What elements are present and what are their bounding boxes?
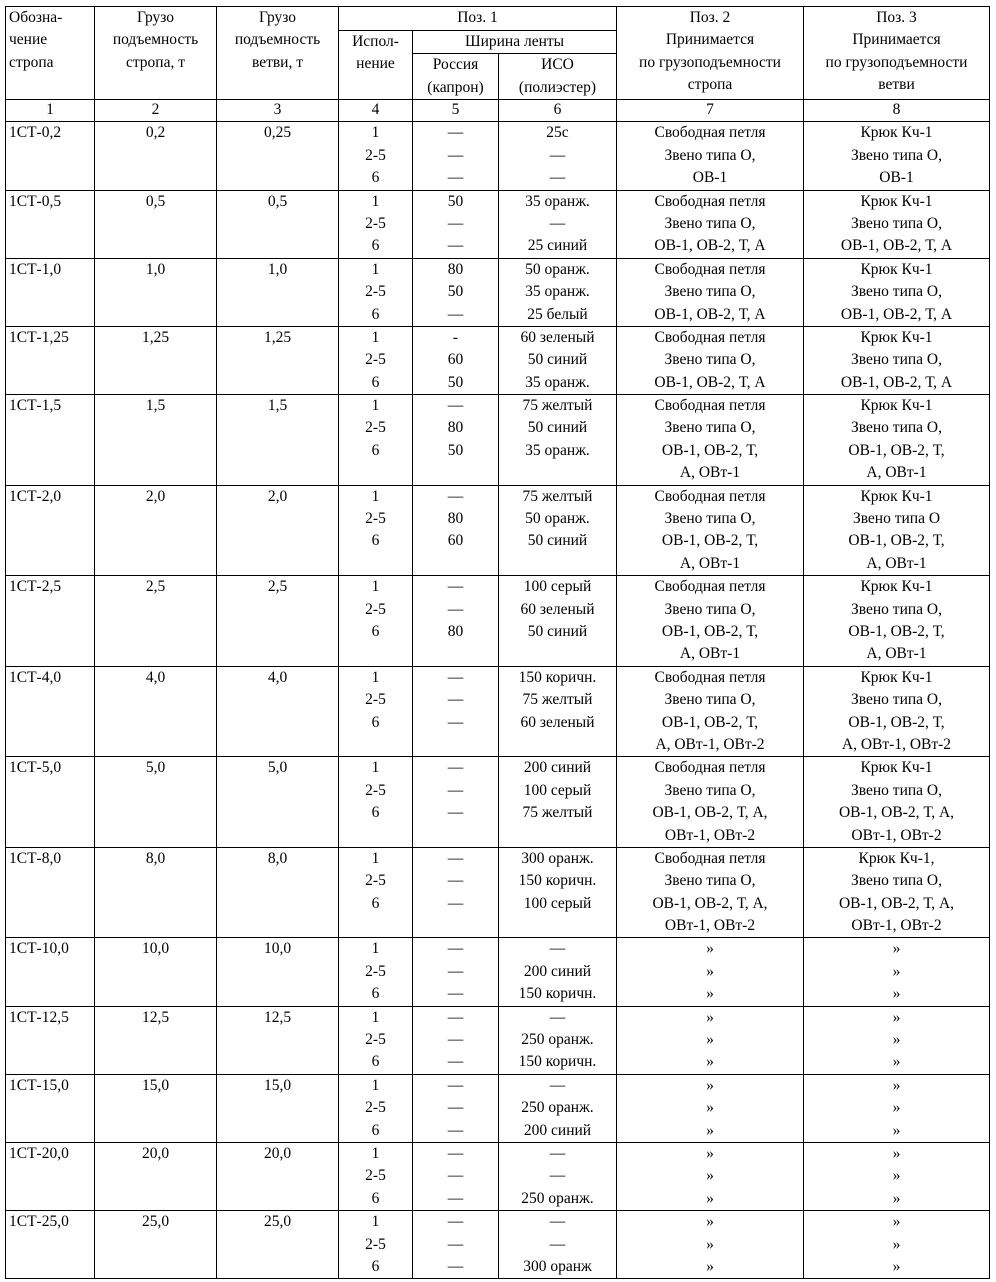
sling-capacity: 0,2 <box>95 122 217 190</box>
poz2-fitting: Свободная петля Звено типа О, ОВ-1, ОВ-2, Т, А, ОВт-1 <box>617 576 804 667</box>
poz3-fitting: Крюк Кч-1 Звено типа О, ОВ-1, ОВ-2, Т, А, ОВт-1, ОВт-2 <box>804 757 990 848</box>
col-number: 5 <box>413 100 499 122</box>
execution-variants: 1 2-5 6 <box>339 938 413 1006</box>
poz2-fitting: » » » <box>617 1074 804 1142</box>
header-tape-width: Ширина ленты <box>413 31 617 54</box>
sling-capacity: 1,0 <box>95 258 217 326</box>
table-row <box>6 1074 990 1142</box>
russia-width: — — 80 <box>413 576 499 667</box>
sling-spec-table <box>5 6 990 1279</box>
poz2-fitting: » » » <box>617 1142 804 1210</box>
poz3-fitting: Крюк Кч-1 Звено типа О, ОВ-1, ОВ-2, Т, А, ОВт-1, ОВт-2 <box>804 666 990 757</box>
sling-designation: 1СТ-25,0 <box>6 1211 95 1279</box>
sling-capacity: 4,0 <box>95 666 217 757</box>
branch-capacity: 10,0 <box>217 938 339 1006</box>
poz3-fitting: Крюк Кч-1 Звено типа О, ОВ-1, ОВ-2, Т, А <box>804 190 990 258</box>
iso-width: — 250 оранж. 150 коричн. <box>499 1006 617 1074</box>
col-number: 6 <box>499 100 617 122</box>
col-number: 7 <box>617 100 804 122</box>
execution-variants: 1 2-5 6 <box>339 122 413 190</box>
branch-capacity: 5,0 <box>217 757 339 848</box>
russia-width: — 80 50 <box>413 395 499 486</box>
execution-variants: 1 2-5 6 <box>339 1006 413 1074</box>
sling-designation: 1СТ-1,5 <box>6 395 95 486</box>
branch-capacity: 4,0 <box>217 666 339 757</box>
sling-designation: 1СТ-0,2 <box>6 122 95 190</box>
sling-capacity: 0,5 <box>95 190 217 258</box>
poz2-fitting: » » » <box>617 1006 804 1074</box>
execution-variants: 1 2-5 6 <box>339 666 413 757</box>
iso-width: 75 желтый 50 синий 35 оранж. <box>499 395 617 486</box>
col-number: 1 <box>6 100 95 122</box>
sling-capacity: 5,0 <box>95 757 217 848</box>
sling-designation: 1СТ-12,5 <box>6 1006 95 1074</box>
execution-variants: 1 2-5 6 <box>339 190 413 258</box>
branch-capacity: 0,25 <box>217 122 339 190</box>
table-row <box>6 190 990 258</box>
branch-capacity: 2,5 <box>217 576 339 667</box>
sling-designation: 1СТ-2,5 <box>6 576 95 667</box>
branch-capacity: 1,5 <box>217 395 339 486</box>
poz2-fitting: Свободная петля Звено типа О, ОВ-1, ОВ-2, Т, А, ОВт-1, ОВт-2 <box>617 847 804 938</box>
header-poz1: Поз. 1 <box>339 7 617 31</box>
poz2-fitting: Свободная петля Звено типа О, ОВ-1, ОВ-2, Т, А <box>617 190 804 258</box>
execution-variants: 1 2-5 6 <box>339 1142 413 1210</box>
iso-width: — — 300 оранж <box>499 1211 617 1279</box>
russia-width: — 80 60 <box>413 485 499 576</box>
header-iso-polyester: ИСО (полиэстер) <box>499 54 617 100</box>
table-row <box>6 757 990 848</box>
poz3-fitting: Крюк Кч-1 Звено типа О, ОВ-1, ОВ-2, Т, А, ОВт-1 <box>804 395 990 486</box>
execution-variants: 1 2-5 6 <box>339 847 413 938</box>
branch-capacity: 12,5 <box>217 1006 339 1074</box>
russia-width: — — — <box>413 1006 499 1074</box>
table-row <box>6 122 990 190</box>
col-number: 4 <box>339 100 413 122</box>
sling-capacity: 2,5 <box>95 576 217 667</box>
russia-width: — — — <box>413 757 499 848</box>
branch-capacity: 1,0 <box>217 258 339 326</box>
poz2-fitting: Свободная петля Звено типа О, ОВ-1, ОВ-2, Т, А, ОВт-1 <box>617 485 804 576</box>
poz3-fitting: » » » <box>804 1211 990 1279</box>
branch-capacity: 15,0 <box>217 1074 339 1142</box>
sling-capacity: 15,0 <box>95 1074 217 1142</box>
sling-capacity: 20,0 <box>95 1142 217 1210</box>
poz3-fitting: Крюк Кч-1 Звено типа О ОВ-1, ОВ-2, Т, А, ОВт-1 <box>804 485 990 576</box>
table-row <box>6 576 990 667</box>
iso-width: 75 желтый 50 оранж. 50 синий <box>499 485 617 576</box>
russia-width: — — — <box>413 666 499 757</box>
poz2-fitting: Свободная петля Звено типа О, ОВ-1 <box>617 122 804 190</box>
header-designation: Обозна- чение стропа <box>6 7 95 100</box>
sling-capacity: 12,5 <box>95 1006 217 1074</box>
russia-width: 50 — — <box>413 190 499 258</box>
branch-capacity: 25,0 <box>217 1211 339 1279</box>
iso-width: 300 оранж. 150 коричн. 100 серый <box>499 847 617 938</box>
sling-capacity: 25,0 <box>95 1211 217 1279</box>
table-row <box>6 258 990 326</box>
poz3-fitting: Крюк Кч-1 Звено типа О, ОВ-1, ОВ-2, Т, А <box>804 326 990 394</box>
execution-variants: 1 2-5 6 <box>339 1211 413 1279</box>
header-poz2: Поз. 2 Принимается по грузоподъемности стропа <box>617 7 804 100</box>
table-row <box>6 847 990 938</box>
poz2-fitting: Свободная петля Звено типа О, ОВ-1, ОВ-2, Т, А, ОВт-1, ОВт-2 <box>617 666 804 757</box>
col-number: 8 <box>804 100 990 122</box>
sling-designation: 1СТ-1,0 <box>6 258 95 326</box>
russia-width: — — — <box>413 938 499 1006</box>
sling-designation: 1СТ-5,0 <box>6 757 95 848</box>
poz3-fitting: » » » <box>804 1006 990 1074</box>
branch-capacity: 20,0 <box>217 1142 339 1210</box>
sling-designation: 1СТ-1,25 <box>6 326 95 394</box>
poz3-fitting: » » » <box>804 938 990 1006</box>
iso-width: — 250 оранж. 200 синий <box>499 1074 617 1142</box>
sling-capacity: 1,25 <box>95 326 217 394</box>
execution-variants: 1 2-5 6 <box>339 326 413 394</box>
header-sling-capacity: Грузо подъемность стропа, т <box>95 7 217 100</box>
iso-width: 25с — — <box>499 122 617 190</box>
russia-width: — — — <box>413 847 499 938</box>
column-number-row <box>6 100 990 122</box>
russia-width: — — — <box>413 1074 499 1142</box>
poz2-fitting: Свободная петля Звено типа О, ОВ-1, ОВ-2, Т, А, ОВт-1 <box>617 395 804 486</box>
branch-capacity: 0,5 <box>217 190 339 258</box>
poz2-fitting: Свободная петля Звено типа О, ОВ-1, ОВ-2, Т, А <box>617 326 804 394</box>
col-number: 2 <box>95 100 217 122</box>
execution-variants: 1 2-5 6 <box>339 576 413 667</box>
table-row <box>6 1211 990 1279</box>
execution-variants: 1 2-5 6 <box>339 258 413 326</box>
table-row <box>6 666 990 757</box>
russia-width: - 60 50 <box>413 326 499 394</box>
sling-designation: 1СТ-20,0 <box>6 1142 95 1210</box>
header-execution: Испол- нение <box>339 31 413 100</box>
poz3-fitting: Крюк Кч-1 Звено типа О, ОВ-1 <box>804 122 990 190</box>
header-russia-nylon: Россия (капрон) <box>413 54 499 100</box>
poz3-fitting: » » » <box>804 1142 990 1210</box>
col-number: 3 <box>217 100 339 122</box>
poz2-fitting: » » » <box>617 1211 804 1279</box>
sling-capacity: 10,0 <box>95 938 217 1006</box>
sling-capacity: 2,0 <box>95 485 217 576</box>
poz3-fitting: Крюк Кч-1 Звено типа О, ОВ-1, ОВ-2, Т, А <box>804 258 990 326</box>
russia-width: — — — <box>413 122 499 190</box>
iso-width: 200 синий 100 серый 75 желтый <box>499 757 617 848</box>
russia-width: — — — <box>413 1142 499 1210</box>
poz2-fitting: Свободная петля Звено типа О, ОВ-1, ОВ-2, Т, А <box>617 258 804 326</box>
execution-variants: 1 2-5 6 <box>339 757 413 848</box>
table-row <box>6 938 990 1006</box>
execution-variants: 1 2-5 6 <box>339 1074 413 1142</box>
iso-width: 150 коричн. 75 желтый 60 зеленый <box>499 666 617 757</box>
iso-width: 60 зеленый 50 синий 35 оранж. <box>499 326 617 394</box>
branch-capacity: 1,25 <box>217 326 339 394</box>
table-row <box>6 395 990 486</box>
branch-capacity: 2,0 <box>217 485 339 576</box>
russia-width: 80 50 — <box>413 258 499 326</box>
poz3-fitting: Крюк Кч-1 Звено типа О, ОВ-1, ОВ-2, Т, А, ОВт-1 <box>804 576 990 667</box>
execution-variants: 1 2-5 6 <box>339 395 413 486</box>
sling-capacity: 8,0 <box>95 847 217 938</box>
sling-designation: 1СТ-2,0 <box>6 485 95 576</box>
poz3-fitting: Крюк Кч-1, Звено типа О, ОВ-1, ОВ-2, Т, А, ОВт-1, ОВт-2 <box>804 847 990 938</box>
execution-variants: 1 2-5 6 <box>339 485 413 576</box>
iso-width: 100 серый 60 зеленый 50 синий <box>499 576 617 667</box>
table-row <box>6 326 990 394</box>
poz2-fitting: » » » <box>617 938 804 1006</box>
header-poz3: Поз. 3 Принимается по грузоподъемности ветви <box>804 7 990 100</box>
branch-capacity: 8,0 <box>217 847 339 938</box>
iso-width: — — 250 оранж. <box>499 1142 617 1210</box>
iso-width: 50 оранж. 35 оранж. 25 белый <box>499 258 617 326</box>
header-branch-capacity: Грузо подъемность ветви, т <box>217 7 339 100</box>
sling-designation: 1СТ-8,0 <box>6 847 95 938</box>
poz2-fitting: Свободная петля Звено типа О, ОВ-1, ОВ-2, Т, А, ОВт-1, ОВт-2 <box>617 757 804 848</box>
russia-width: — — — <box>413 1211 499 1279</box>
sling-capacity: 1,5 <box>95 395 217 486</box>
table-row <box>6 1142 990 1210</box>
sling-designation: 1СТ-15,0 <box>6 1074 95 1142</box>
iso-width: 35 оранж. — 25 синий <box>499 190 617 258</box>
iso-width: — 200 синий 150 коричн. <box>499 938 617 1006</box>
sling-designation: 1СТ-0,5 <box>6 190 95 258</box>
sling-designation: 1СТ-4,0 <box>6 666 95 757</box>
poz3-fitting: » » » <box>804 1074 990 1142</box>
table-row <box>6 485 990 576</box>
sling-designation: 1СТ-10,0 <box>6 938 95 1006</box>
table-row <box>6 1006 990 1074</box>
